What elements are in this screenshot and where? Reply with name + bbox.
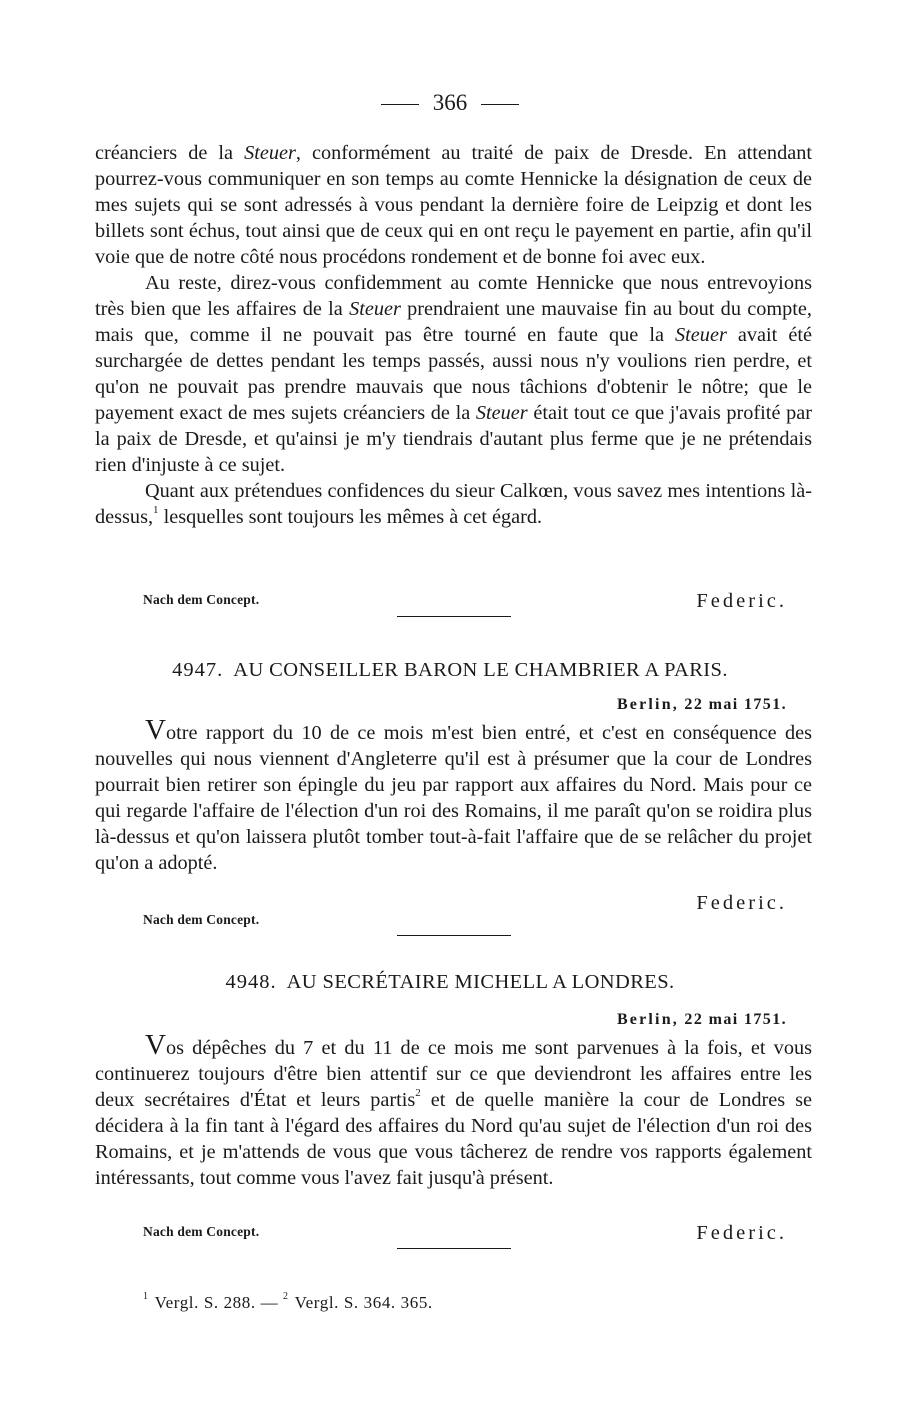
footnote-marker: 2 bbox=[415, 1087, 421, 1100]
source-note: Nach dem Concept. bbox=[143, 1224, 260, 1239]
letter-number: 4947. bbox=[172, 659, 224, 681]
letter-place: Berlin, bbox=[616, 1011, 680, 1028]
separator-rule bbox=[397, 616, 511, 617]
text-run: os dépêches du 7 et du 11 de ce mois me sont parvenues à la fois, et vous continuerez toujours d'être bien attentif sur ce que deviendront les affaires entre les deux secrétaires d'État et leurs partis bbox=[95, 1037, 812, 1111]
text-run: Au reste, direz-vous confidemment au comte Hennicke que nous entrevoyions très bien que les affaires de la bbox=[95, 272, 812, 320]
letter-dateline bbox=[617, 1011, 787, 1029]
initial-letter: V bbox=[145, 1029, 166, 1061]
italic-term: Steuer bbox=[675, 324, 727, 346]
letter-title: AU CONSEILLER BARON LE CHAMBRIER A PARIS. bbox=[233, 659, 728, 681]
page-number-dash-right bbox=[481, 104, 519, 105]
text-run: otre rapport du 10 de ce mois m'est bien entré, et c'est en conséquence des nouvelles qui nous viennent d'Angleterre qu'il est à présumer que la cour de Londres pourrait bien retirer son épingle du jeu par rapport aux affaires du Nord. Mais pour ce qui regarde l'affaire de l'élection d'un roi des Romains, il me paraît qu'on se roidira plus là-dessus et qu'on laissera plutôt tomber tout-à-fait l'affaire que de se relâcher du projet qu'on a adopté. bbox=[95, 722, 812, 874]
letter-date: 22 mai 1751. bbox=[684, 696, 787, 713]
text-run: prendraient une mauvaise fin au bout du compte, mais que, comme il ne pouvait pas être tourné en faute que la bbox=[95, 298, 812, 346]
letter-heading bbox=[0, 659, 900, 682]
signature: Federic. bbox=[696, 1222, 787, 1244]
continuation-text bbox=[95, 140, 812, 530]
italic-term: Steuer bbox=[349, 298, 401, 320]
text-run: Quant aux prétendues confidences du sieur Calkœn, vous savez mes intentions là-dessus, bbox=[95, 480, 812, 528]
footnote-text: Vergl. S. 364. 365. bbox=[294, 1293, 433, 1312]
text-run: créanciers de la bbox=[95, 142, 245, 164]
letter-body bbox=[95, 714, 812, 876]
letter-heading bbox=[0, 971, 900, 994]
signature: Federic. bbox=[696, 892, 787, 914]
footnote-number: 2 bbox=[283, 1291, 289, 1303]
separator-rule bbox=[397, 935, 511, 936]
text-run: et de quelle manière la cour de Londres se décidera à la fin tant à l'égard des affaires du Nord qu'au sujet de l'élection d'un roi des Romains, et je m'attends de vous que vous tâcherez de rendre vos rapports également intéressants, tout comme vous l'avez fait jusqu'à présent. bbox=[95, 1089, 813, 1189]
source-note: Nach dem Concept. bbox=[143, 912, 260, 927]
separator-rule bbox=[397, 1248, 511, 1249]
footnotes bbox=[143, 1293, 433, 1313]
page-number-line bbox=[0, 88, 900, 118]
italic-term: Steuer bbox=[244, 142, 296, 164]
page-number-dash-left bbox=[381, 104, 419, 105]
initial-letter: V bbox=[145, 714, 166, 746]
italic-term: Steuer bbox=[475, 402, 528, 424]
continuation-paragraph-1 bbox=[95, 140, 812, 270]
source-note: Nach dem Concept. bbox=[143, 592, 260, 607]
page-number: 366 bbox=[432, 90, 468, 115]
letter-paragraph bbox=[95, 1029, 813, 1191]
text-run: était tout ce que j'avais profité par la paix de Dresde, et qu'ainsi je m'y tiendrais d'autant plus ferme que je ne prétendais rien d'injuste à ce sujet. bbox=[95, 402, 812, 476]
letter-date: 22 mai 1751. bbox=[684, 1011, 787, 1028]
footnote-number: 1 bbox=[143, 1291, 149, 1303]
letter-body bbox=[95, 1029, 813, 1191]
letter-number: 4948. bbox=[225, 971, 277, 993]
letter-place: Berlin, bbox=[616, 696, 680, 713]
continuation-paragraph-3 bbox=[95, 478, 812, 530]
continuation-paragraph-2 bbox=[95, 270, 812, 478]
text-run: , conformément au traité de paix de Dresde. En attendant pourrez-vous communiquer en son temps au comte Hennicke la désignation de ceux de mes sujets qui se sont adressés à vous pendant la dernière foire de Leipzig et dont les billets sont échus, tout ainsi que de ceux qui en ont reçu le payement en partie, afin qu'il voie que de notre côté nous procédons rondement et de bonne foi avec eux. bbox=[95, 142, 812, 268]
text-run: lesquelles sont toujours les mêmes à cet égard. bbox=[158, 506, 543, 528]
letter-paragraph bbox=[95, 714, 812, 876]
text-run: avait été surchargée de dettes pendant les temps passés, aussi nous n'y voulions rien perdre, et qu'on ne pouvait pas prendre mauvais que nous tâchions d'obtenir le nôtre; que le payement exact de mes sujets créanciers de la bbox=[95, 324, 812, 424]
footnote-text: Vergl. S. 288. — bbox=[154, 1293, 279, 1312]
letter-dateline bbox=[617, 696, 787, 714]
footnote-marker: 1 bbox=[153, 504, 159, 517]
letter-title: AU SECRÉTAIRE MICHELL A LONDRES. bbox=[286, 971, 675, 993]
signature: Federic. bbox=[696, 590, 787, 612]
